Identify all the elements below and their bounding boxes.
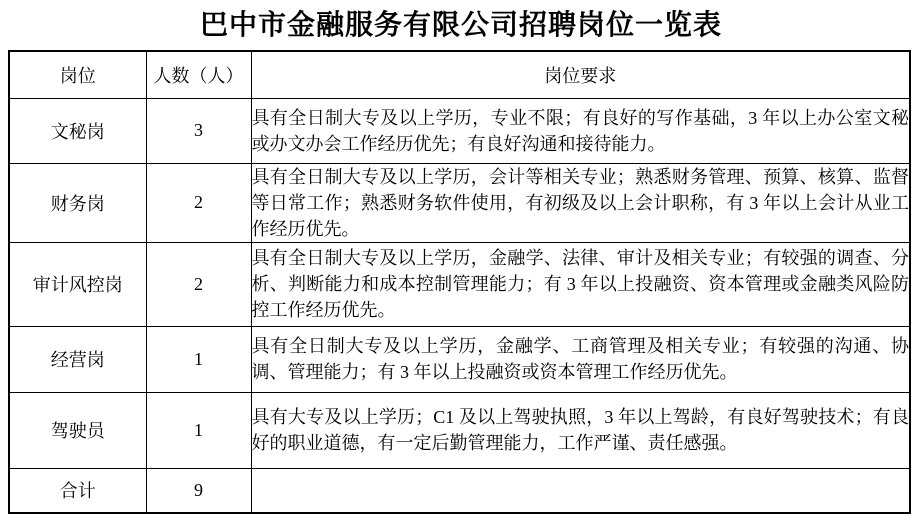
table-row [9, 242, 910, 326]
count-cell: 9 [146, 468, 251, 513]
requirements-cell: 具有全日制大专及以上学历，金融学、工商管理及相关专业；有较强的沟通、协调、管理能力；有 3 年以上投融资或资本管理工作经历优先。 [251, 326, 910, 392]
position-cell: 驾驶员 [9, 392, 146, 468]
position-cell: 审计风控岗 [9, 242, 146, 326]
count-cell: 3 [146, 98, 251, 163]
table-row-total [9, 468, 910, 513]
position-cell: 经营岗 [9, 326, 146, 392]
count-cell: 2 [146, 163, 251, 242]
header-position: 岗位 [9, 51, 146, 98]
requirements-cell: 具有全日制大专及以上学历，专业不限；有良好的写作基础，3 年以上办公室文秘或办文办会工作经历优先；有良好沟通和接待能力。 [251, 98, 910, 163]
header-requirements: 岗位要求 [251, 51, 910, 98]
position-cell: 文秘岗 [9, 98, 146, 163]
count-cell: 2 [146, 242, 251, 326]
table-header-row [9, 51, 910, 98]
count-cell: 1 [146, 326, 251, 392]
page-title: 巴中市金融服务有限公司招聘岗位一览表 [199, 10, 722, 41]
position-cell: 财务岗 [9, 163, 146, 242]
table-row [9, 98, 910, 163]
position-cell: 合计 [9, 468, 146, 513]
count-cell: 1 [146, 392, 251, 468]
requirements-cell: 具有全日制大专及以上学历，金融学、法律、审计及相关专业；有较强的调查、分析、判断能力和成本控制管理能力；有 3 年以上投融资、资本管理或金融类风险防控工作经历优先。 [251, 242, 910, 326]
table-row [9, 392, 910, 468]
table-row [9, 326, 910, 392]
requirements-cell: 具有大专及以上学历；C1 及以上驾驶执照，3 年以上驾龄，有良好驾驶技术；有良好的职业道德，有一定后勤管理能力，工作严谨、责任感强。 [251, 392, 910, 468]
requirements-cell [251, 468, 910, 513]
requirements-cell: 具有全日制大专及以上学历，会计等相关专业；熟悉财务管理、预算、核算、监督等日常工作；熟悉财务软件使用，有初级及以上会计职称，有 3 年以上会计从业工作经历优先。 [251, 163, 910, 242]
header-count: 人数（人） [146, 51, 251, 98]
table-row [9, 163, 910, 242]
recruitment-table [8, 50, 911, 514]
